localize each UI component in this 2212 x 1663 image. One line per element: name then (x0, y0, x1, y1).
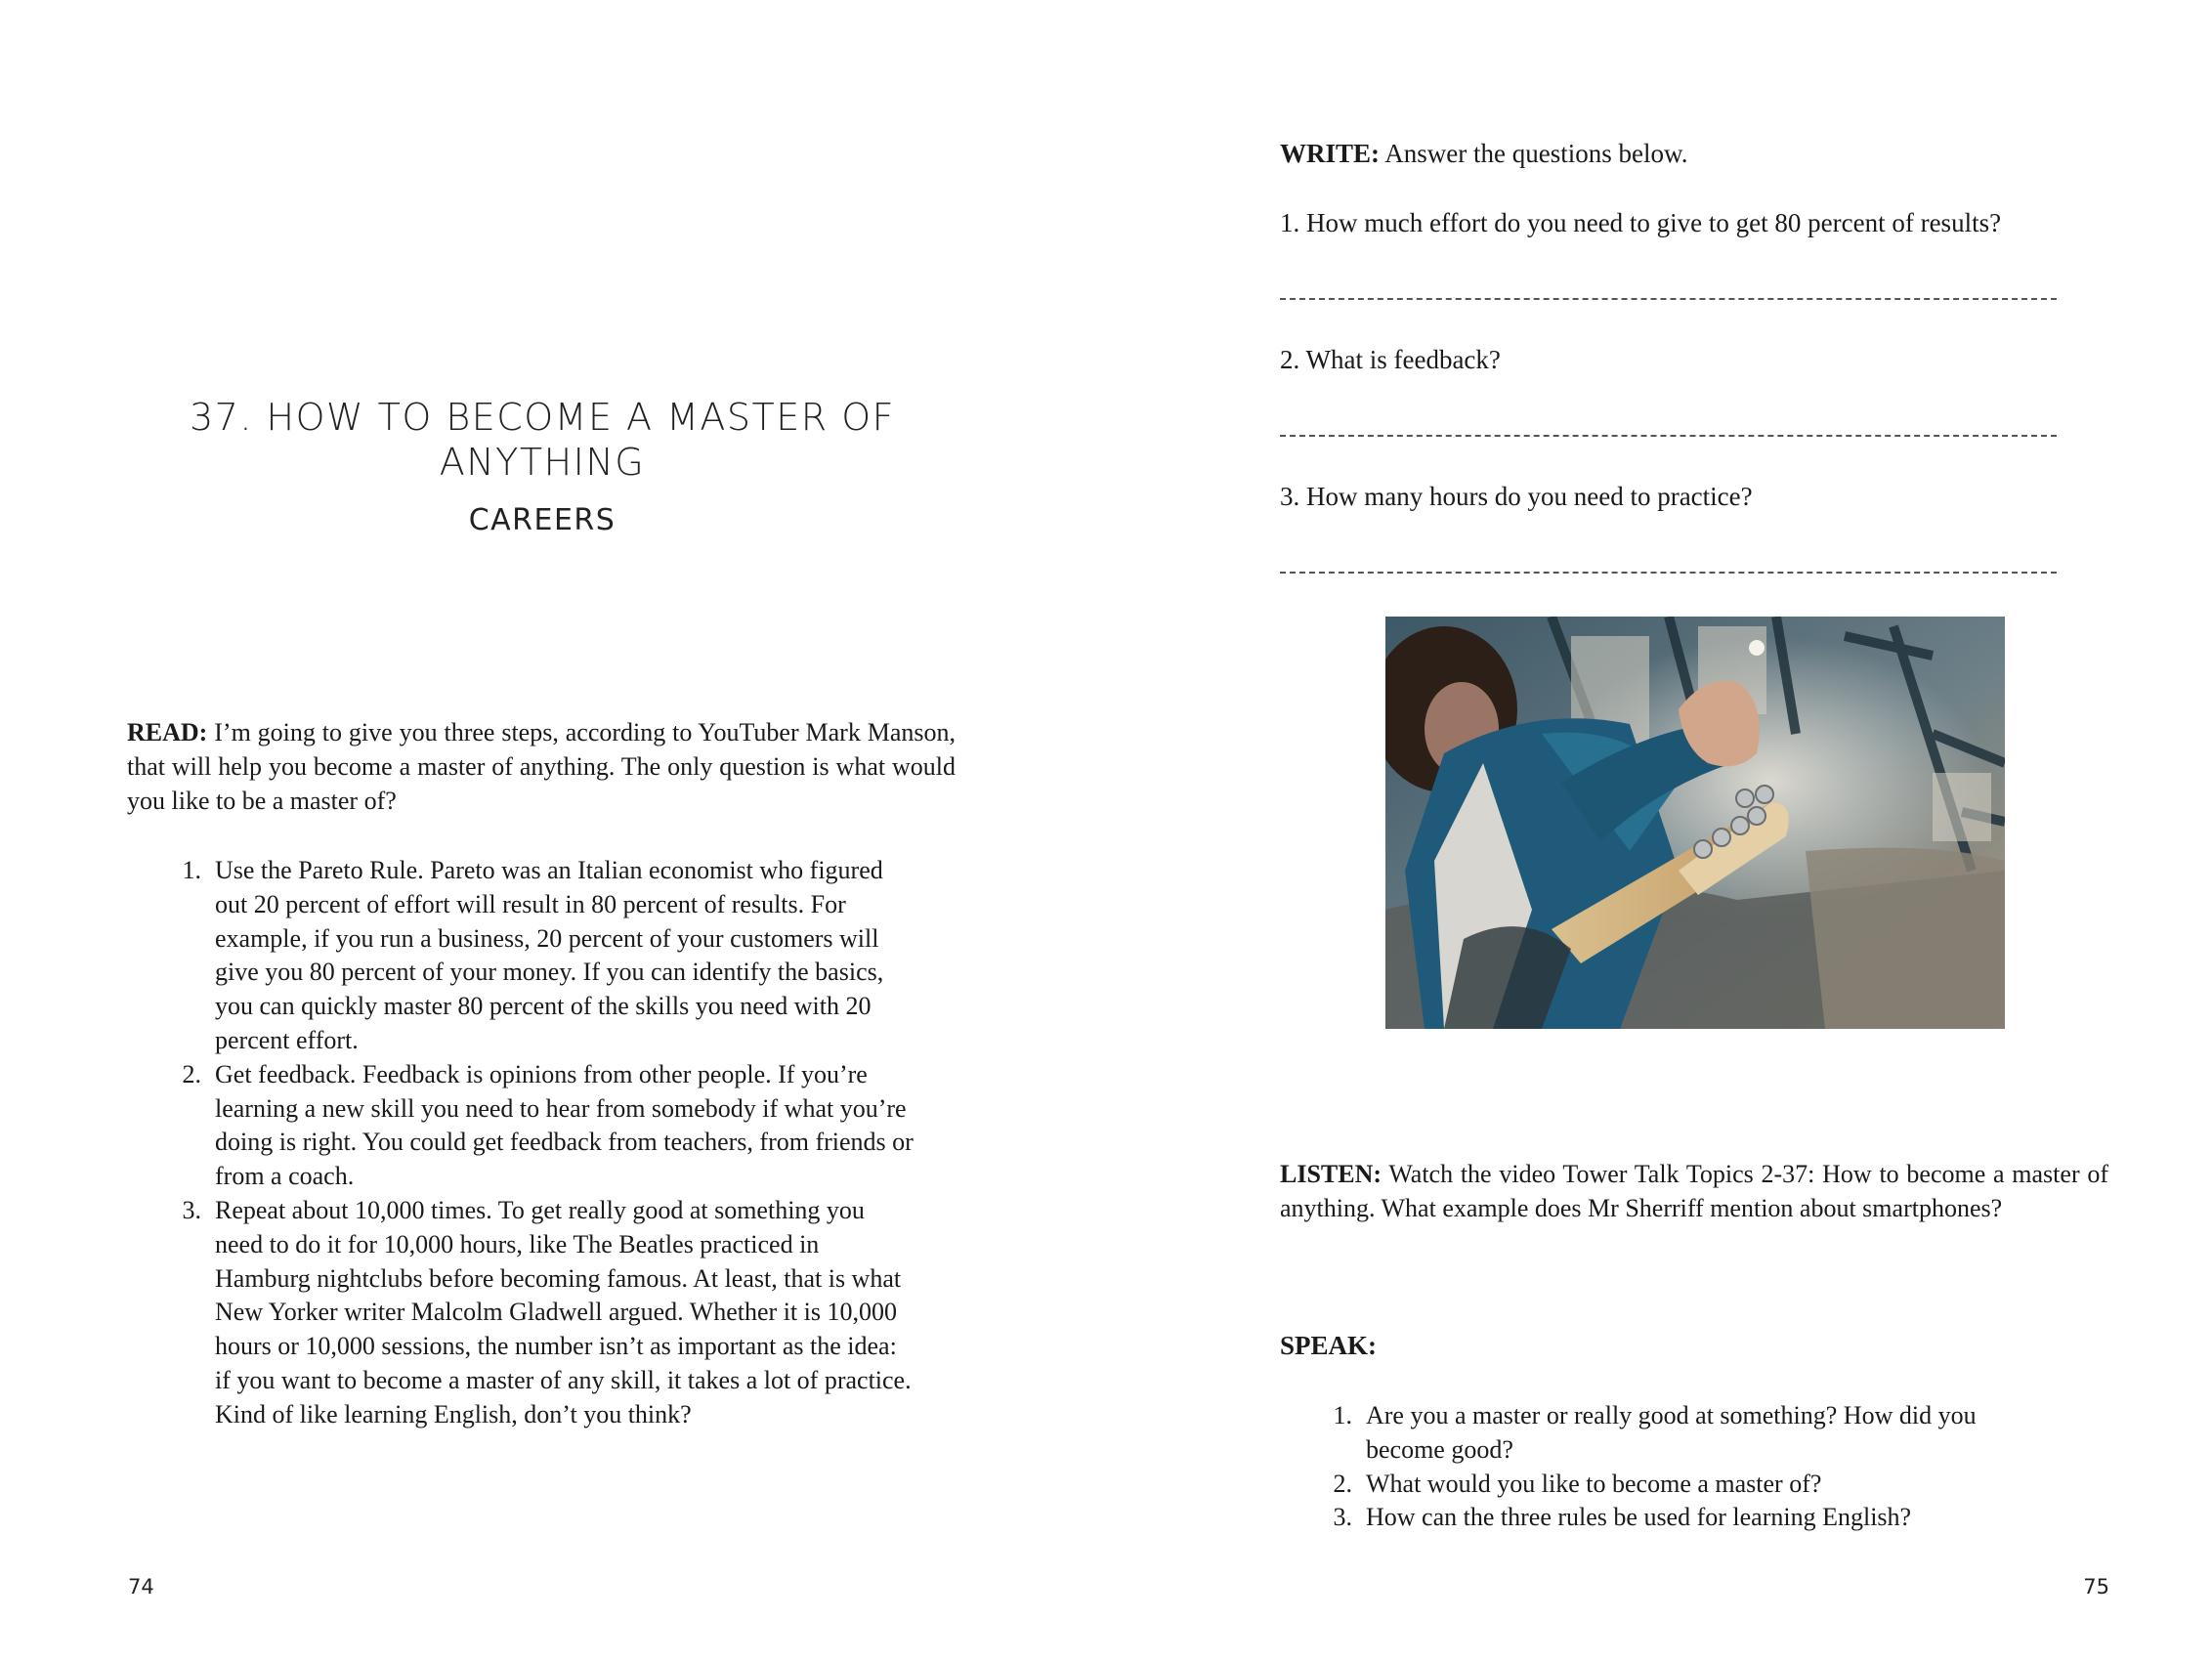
steps-list (176, 854, 918, 1432)
listen-label: LISTEN: (1280, 1160, 1382, 1188)
chapter-category: CAREERS (468, 503, 617, 537)
page-number-left: 74 (128, 1575, 154, 1599)
list-item (176, 1058, 918, 1194)
list-item-number: 3. (182, 1195, 201, 1224)
list-item-text: Repeat about 10,000 times. To get really good at something you need to do it for 10,000 hours, like The Beatles practiced in Hamburg nightclubs before becoming famous. At least, that is what New Yorker writer Malcolm Gladwell argued. Whether it is 10,000 hours or 10,000 sessions, the number isn’t as important as the idea: if you want to become a master of any skill, it takes a lot of practice. Kind of like learning English, don’t you think? (215, 1195, 912, 1428)
listen-paragraph (1280, 1158, 2108, 1226)
speak-list (1327, 1399, 2050, 1535)
list-item-number: 3. (1333, 1503, 1352, 1532)
list-item-text: How can the three rules be used for learning English? (1366, 1503, 1912, 1532)
right-page (1106, 0, 2212, 1663)
chapter-title-line-2: ANYTHING (439, 441, 646, 484)
question-2: 2. What is feedback? (1280, 345, 1501, 374)
answer-line-2[interactable] (1280, 435, 2057, 437)
read-text: I’m going to give you three steps, according to YouTuber Mark Manson, that will help you become a master of anything. The only question is what would you like to be a master of? (127, 718, 957, 815)
chapter-title (127, 395, 957, 485)
list-item-text: Use the Pareto Rule. Pareto was an Italian economist who figured out 20 percent of effort will result in 80 percent of results. For example, if you run a business, 20 percent of your customers will give you 80 percent of your money. If you can identify the basics, you can quickly master 80 percent of the skills you need with 20 percent effort. (215, 856, 884, 1054)
question-3: 3. How many hours do you need to practice? (1280, 482, 1753, 511)
question-1: 1. How much effort do you need to give to get 80 percent of results? (1280, 208, 2002, 237)
write-text: Answer the questions below. (1384, 139, 1688, 168)
read-paragraph (127, 716, 956, 818)
guitar-photo-illustration (1385, 617, 2005, 1029)
list-item-number: 1. (1333, 1401, 1352, 1429)
list-item-text: Are you a master or really good at something? How did you become good? (1366, 1401, 1977, 1464)
listen-text: Watch the video Tower Talk Topics 2-37: How to become a master of anything. What example does Mr Sherriff mention about smartphones? (1280, 1160, 2109, 1222)
read-label: READ: (127, 718, 208, 746)
page-number-right: 75 (2083, 1575, 2109, 1599)
list-item (176, 854, 918, 1058)
list-item (1327, 1501, 2050, 1535)
guitar-photo (1385, 617, 2005, 1029)
chapter-title-line-1: 37. HOW TO BECOME A MASTER OF (189, 396, 895, 439)
list-item-number: 1. (182, 856, 201, 884)
list-item-text: What would you like to become a master of? (1366, 1469, 1822, 1498)
answer-line-3[interactable] (1280, 572, 2057, 574)
list-item (1327, 1399, 2050, 1468)
list-item-number: 2. (1333, 1469, 1352, 1498)
write-heading (1280, 137, 1687, 170)
write-label: WRITE: (1280, 139, 1381, 168)
list-item-text: Get feedback. Feedback is opinions from other people. If you’re learning a new skill you need to hear from somebody if what you’re doing is right. You could get feedback from teachers, from friends or from a coach. (215, 1059, 914, 1191)
list-item (176, 1194, 918, 1432)
list-item (1327, 1468, 2050, 1502)
list-item-number: 2. (182, 1059, 201, 1088)
speak-heading: SPEAK: (1280, 1331, 1378, 1360)
answer-line-1[interactable] (1280, 298, 2057, 300)
